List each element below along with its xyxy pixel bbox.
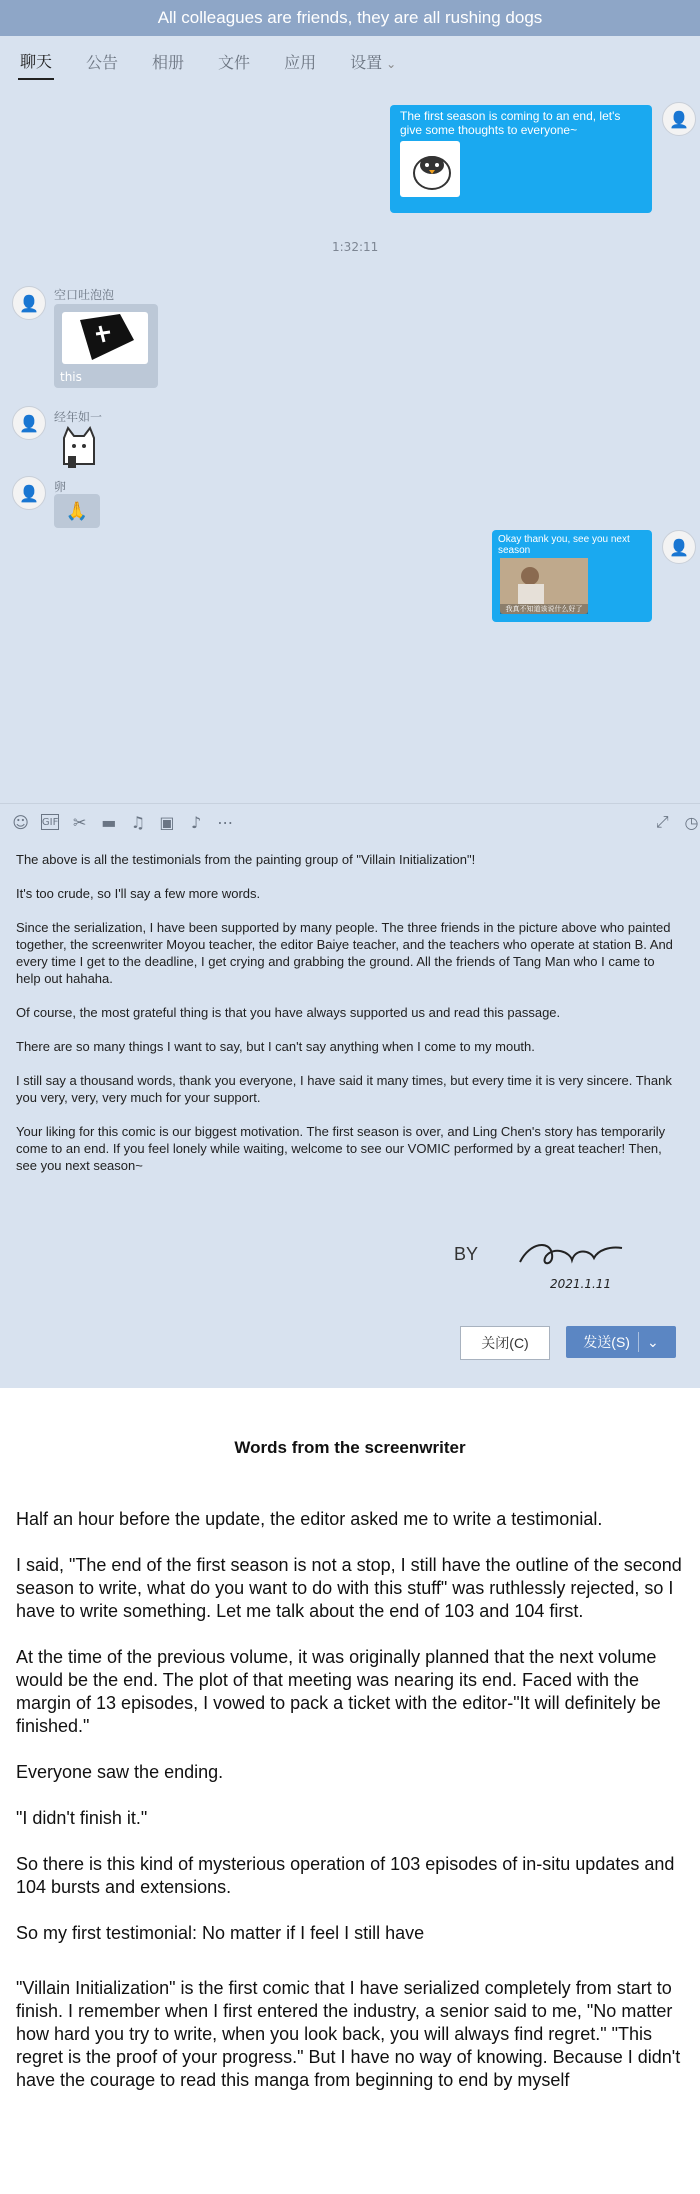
message-bubble-incoming-2[interactable] <box>54 304 158 388</box>
image-icon[interactable]: ▣ <box>159 812 175 832</box>
send-button-label: 发送(S) <box>583 1334 630 1350</box>
tab-announcement[interactable]: 公告 <box>86 52 119 72</box>
message-bubble-outgoing-1[interactable] <box>390 105 652 213</box>
article-paragraph: "I didn't finish it." <box>16 1808 148 1828</box>
penguin-sticker <box>400 141 460 197</box>
divider <box>638 1332 639 1352</box>
user-avatar-icon: 👤 <box>19 483 39 503</box>
tab-apps[interactable]: 应用 <box>284 52 317 72</box>
avatar[interactable] <box>12 286 46 320</box>
message-text: this <box>60 370 82 384</box>
scissors-icon[interactable]: ✂ <box>72 812 87 832</box>
music-icon[interactable]: ♫ <box>130 812 146 832</box>
user-avatar-icon: 👤 <box>669 109 689 129</box>
tab-settings[interactable] <box>348 44 398 79</box>
message-timestamp: 1:32:11 <box>332 240 379 254</box>
article-paragraph: At the time of the previous volume, it was originally planned that the next volume would be the end. The plot of that meeting was nearing its end. Faced with the margin of 13 episodes, I vowed to pack a ticket with the editor-"It will definitely be finished." <box>16 1647 661 1736</box>
editor-paragraph: Of course, the most grateful thing is that you have always supported us and read this passage. <box>16 1005 561 1020</box>
folder-icon[interactable]: ▬ <box>101 812 117 832</box>
editor-paragraph: I still say a thousand words, thank you everyone, I have said it many times, but every time it is very sincere. Thank you very, very, very much for your support. <box>16 1073 672 1105</box>
handwritten-signature <box>510 1232 630 1292</box>
avatar[interactable] <box>12 406 46 440</box>
praying-hands-icon: 🙏 <box>65 500 89 522</box>
avatar[interactable] <box>662 102 696 136</box>
chat-tabs <box>0 36 700 86</box>
input-toolbar <box>0 803 700 840</box>
chat-window <box>0 36 700 1388</box>
message-list[interactable] <box>0 86 700 803</box>
avatar[interactable] <box>12 476 46 510</box>
editor-paragraph: It's too crude, so I'll say a few more words. <box>16 886 261 901</box>
sender-name: 经年如一 <box>54 410 103 424</box>
message-text: Okay thank you, see you next season <box>498 534 630 556</box>
message-bubble-outgoing-5[interactable] <box>492 530 652 622</box>
bell-icon[interactable]: ♪ <box>190 812 202 832</box>
article-paragraph: So there is this kind of mysterious operation of 103 episodes of in-situ updates and 104 bursts and extensions. <box>16 1854 675 1897</box>
article-paragraph: So my first testimonial: No matter if I feel I still have <box>16 1923 425 1943</box>
emoji-icon[interactable]: ☺ <box>12 812 29 832</box>
user-avatar-icon: 👤 <box>19 413 39 433</box>
editor-paragraph: Since the serialization, I have been supported by many people. The three friends in the picture above who painted together, the screenwriter Moyou teacher, the editor Baiye teacher, and the teachers who operate at station B. And every time I get to the deadline, I get crying and grabbing the ground. All the friends of Tang Man who I came to help out hahaha. <box>16 920 673 986</box>
user-avatar-icon: 👤 <box>669 537 689 557</box>
cat-sticker[interactable] <box>54 424 104 474</box>
gif-icon[interactable]: GIF <box>41 814 59 830</box>
article-body <box>16 1508 686 2115</box>
tab-files[interactable]: 文件 <box>218 52 251 72</box>
signature-date: 2021.1.11 <box>550 1277 612 1291</box>
photo-sticker <box>500 558 588 614</box>
photo-caption: 我真不知道该说什么好了 <box>500 604 588 614</box>
more-icon[interactable]: ⋯ <box>217 812 234 832</box>
avatar[interactable] <box>662 530 696 564</box>
tab-settings-label: 设置 <box>350 52 383 72</box>
editor-paragraph: The above is all the testimonials from the painting group of "Villain Initialization"! <box>16 852 476 867</box>
message-editor[interactable] <box>16 851 676 1191</box>
top-banner: All colleagues are friends, they are all rushing dogs <box>0 0 700 36</box>
expand-icon[interactable]: ⤢ <box>655 812 669 831</box>
article-paragraph: Everyone saw the ending. <box>16 1762 224 1782</box>
close-button[interactable]: 关闭(C) <box>460 1326 550 1360</box>
tab-album[interactable]: 相册 <box>152 52 185 72</box>
message-text: The first season is coming to an end, let's give some thoughts to everyone~ <box>400 109 621 137</box>
editor-paragraph: There are so many things I want to say, but I can't say anything when I come to my mouth. <box>16 1039 535 1054</box>
user-avatar-icon: 👤 <box>19 293 39 313</box>
signature-by: BY <box>454 1244 479 1264</box>
clock-icon[interactable]: ◷ <box>684 812 699 832</box>
article-paragraph: "Villain Initialization" is the first comic that I have serialized completely from start to finish. I remember when I first entered the industry, a senior said to me, "No matter how hard you try to write, when you look back, you will always find regret." "This regret is the proof of your progress." But I have no way of knowing. Because I didn't have the courage to read this manga from beginning to end by myself <box>16 1978 681 2090</box>
tab-chat[interactable]: 聊天 <box>18 43 54 80</box>
chevron-down-icon: ⌄ <box>386 56 397 71</box>
article-title: Words from the screenwriter <box>234 1438 466 1457</box>
sender-name: 空口吐泡泡 <box>54 288 115 302</box>
sender-name: 卵 <box>54 480 67 494</box>
send-button[interactable] <box>566 1326 676 1358</box>
chevron-down-icon[interactable]: ⌄ <box>646 1333 659 1350</box>
editor-paragraph: Your liking for this comic is our biggest motivation. The first season is over, and Ling Chen's story has temporarily come to an end. If you feel lonely while waiting, welcome to see our VOMIC performed by a great teacher! Then, see you next season~ <box>16 1124 666 1173</box>
article-paragraph: I said, "The end of the first season is not a stop, I still have the outline of the second season to write, what do you want to do with this stuff" was ruthlessly rejected, so I have to write something. Let me talk about the end of 103 and 104 first. <box>16 1555 682 1621</box>
message-bubble-incoming-4[interactable] <box>54 494 100 528</box>
coffin-sticker <box>62 312 148 364</box>
article-paragraph: Half an hour before the update, the editor asked me to write a testimonial. <box>16 1509 603 1529</box>
